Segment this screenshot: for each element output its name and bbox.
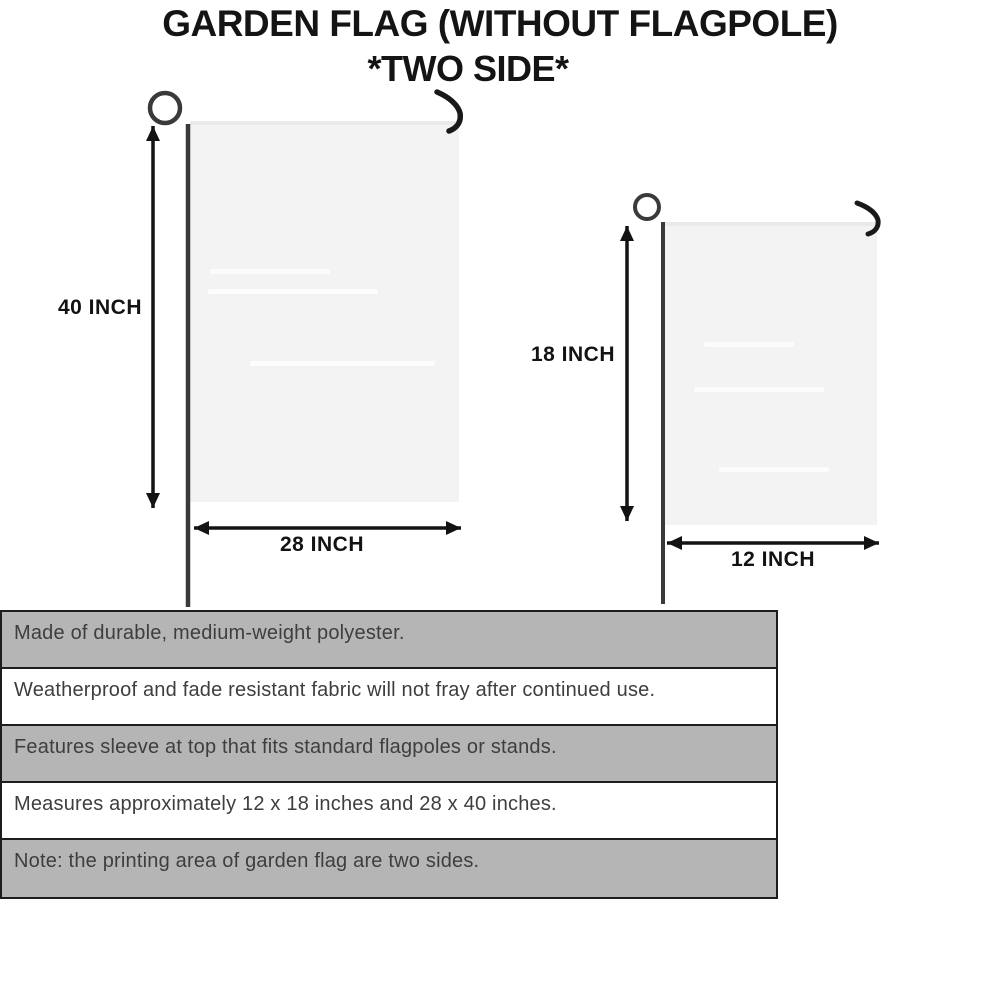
fabric-sheen [694,387,824,392]
large-flag-height-label: 40 INCH [57,296,142,319]
features-table [0,610,778,899]
small-flag-width-label: 12 INCH [730,548,816,571]
fabric-sheen [210,269,330,274]
small-flag-pole-loop [635,195,659,219]
large-flag-fabric [190,121,459,502]
feature-row: Made of durable, medium-weight polyester. [2,612,776,669]
feature-row: Note: the printing area of garden flag are two sides. [2,840,776,897]
feature-row: Features sleeve at top that fits standard flagpoles or stands. [2,726,776,783]
small-flag-fabric [664,222,877,525]
page-title: GARDEN FLAG (WITHOUT FLAGPOLE) [162,3,838,44]
feature-row: Measures approximately 12 x 18 inches and 28 x 40 inches. [2,783,776,840]
large-flag-width-label: 28 INCH [279,533,365,556]
fabric-sheen [704,342,794,347]
fabric-sheen [208,289,378,294]
fabric-sheen [250,361,435,366]
feature-row: Weatherproof and fade resistant fabric will not fray after continued use. [2,669,776,726]
small-flag-height-label: 18 INCH [530,343,615,366]
fabric-sheen [719,467,829,472]
page-subtitle: *TWO SIDE* [367,48,569,89]
large-flag-pole-loop [150,93,180,123]
